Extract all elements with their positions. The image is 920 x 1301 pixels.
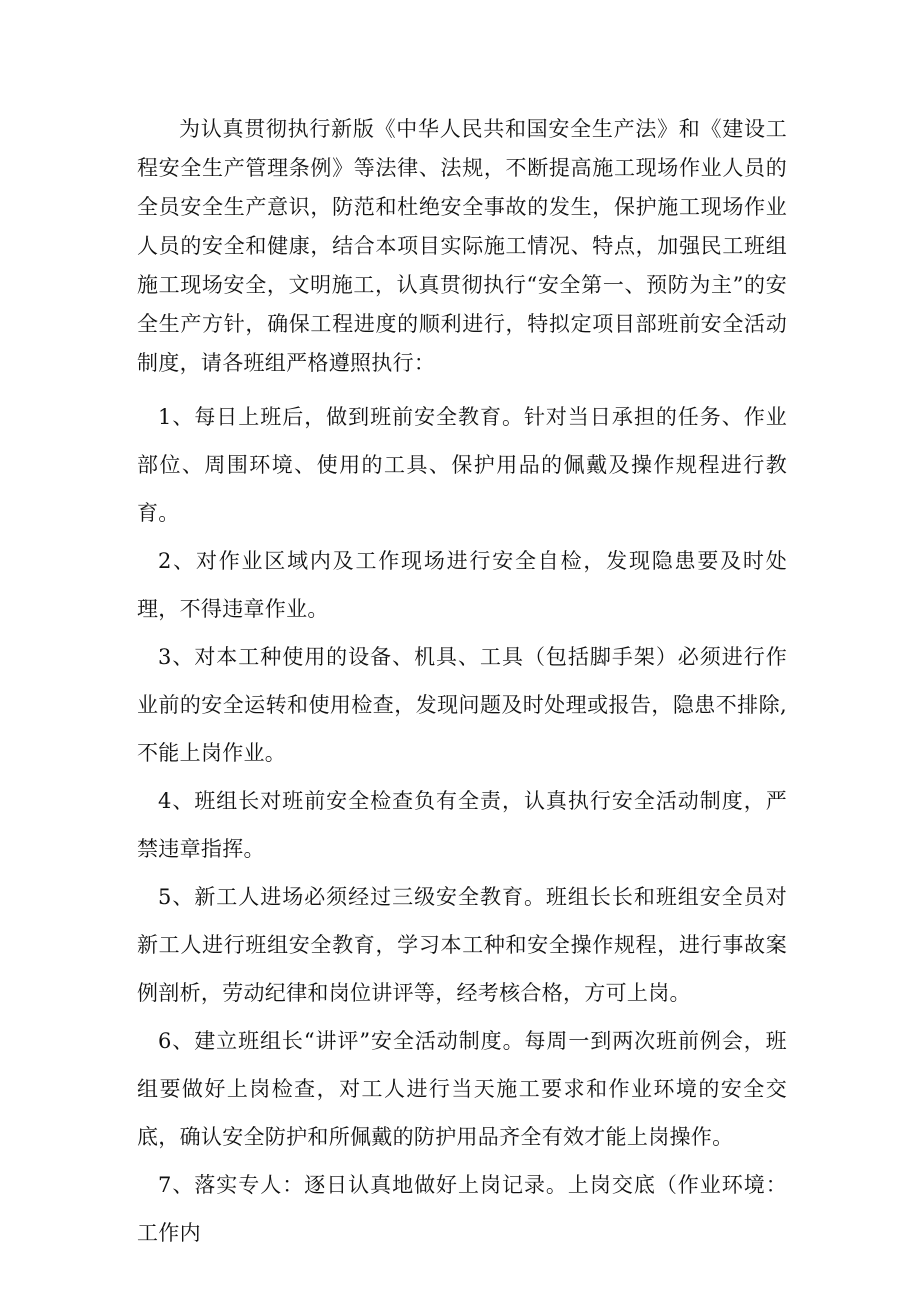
- rule-item-6: 6、建立班组长“讲评”安全活动制度。每周一到两次班前例会，班组要做好上岗检查，对工人进行当天施工要求和作业环境的安全交底，确认安全防护和所佩戴的防护用品齐全有效才能上岗操作。: [137, 1029, 787, 1149]
- rule-item-5: 5、新工人进场必须经过三级安全教育。班组长长和班组安全员对新工人进行班组安全教育，学习本工种和安全操作规程，进行事故案例剖析，劳动纪律和岗位讲评等，经考核合格，方可上岗。: [137, 885, 787, 1005]
- rule-item-7: 7、落实专人：逐日认真地做好上岗记录。上岗交底（作业环境：工作内: [137, 1173, 787, 1245]
- intro-paragraph: 为认真贯彻执行新版《中华人民共和国安全生产法》和《建设工程安全生产管理条例》等法律、法规，不断提高施工现场作业人员的全员安全生产意识，防范和杜绝安全事故的发生，保护施工现场作业人员的安全和健康，结合本项目实际施工情况、特点，加强民工班组施工现场安全，文明施工，认真贯彻执行“安全第一、预防为主”的安全生产方针，确保工程进度的顺利进行，特拟定项目部班前安全活动制度，请各班组严格遵照执行：: [137, 117, 787, 375]
- rule-item-1: 1、每日上班后，做到班前安全教育。针对当日承担的任务、作业部位、周围环境、使用的工具、保护用品的佩戴及操作规程进行教育。: [137, 405, 787, 525]
- rule-item-3: 3、对本工种使用的设备、机具、工具（包括脚手架）必须进行作业前的安全运转和使用检查，发现问题及时处理或报告，隐患不排除,不能上岗作业。: [137, 645, 787, 765]
- document-body: [137, 110, 787, 1257]
- rule-item-4: 4、班组长对班前安全检查负有全责，认真执行安全活动制度，严禁违章指挥。: [137, 789, 787, 861]
- rule-item-2: 2、对作业区域内及工作现场进行安全自检，发现隐患要及时处理，不得违章作业。: [137, 549, 787, 621]
